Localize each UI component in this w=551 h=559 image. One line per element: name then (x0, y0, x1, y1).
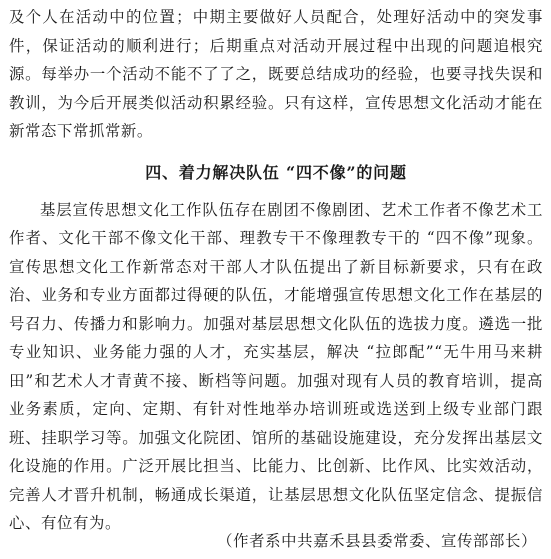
document-page (0, 3, 551, 559)
body-paragraph: 基层宣传思想文化工作队伍存在剧团不像剧团、艺术工作者不像艺术工作者、文化干部不像文化干部、理教专干不像理教专干的 “四不像”现象。宣传思想文化工作新常态对干部人才队伍提出了新目标新要求，只有在政治、业务和专业方面都过得硬的队伍，才能增强宣传思想文化工作在基层的号召力、传播力和影响力。加强对基层思想文化队伍的选拔力度。遴选一批专业知识、业务能力强的人才，充实基层，解决 “拉郎配”“无牛用马来耕田”和艺术人才青黄不接、断档等问题。加强对现有人员的教育培训，提高业务素质，定向、定期、有针对性地举办培训班或选送到上级专业部门跟班、挂职学习等。加强文化院团、馆所的基础设施建设，充分发挥出基层文化设施的作用。广泛开展比担当、比能力、比创新、比作风、比实效活动，完善人才晋升机制，畅通成长渠道，让基层思想文化队伍坚定信念、提振信心、有位有为。 (9, 200, 543, 532)
continuation-paragraph: 及个人在活动中的位置；中期主要做好人员配合，处理好活动中的突发事件，保证活动的顺利进行；后期重点对活动开展过程中出现的问题追根究源。每举办一个活动不能不了了之，既要总结成功的经验，也要寻找失误和教训，为今后开展类似活动积累经验。只有这样，宣传思想文化活动才能在新常态下常抓常新。 (9, 8, 543, 140)
author-byline: （作者系中共嘉禾县县委常委、宣传部部长） (217, 532, 537, 550)
section-heading: 四、着力解决队伍 “四不像”的问题 (145, 162, 407, 182)
